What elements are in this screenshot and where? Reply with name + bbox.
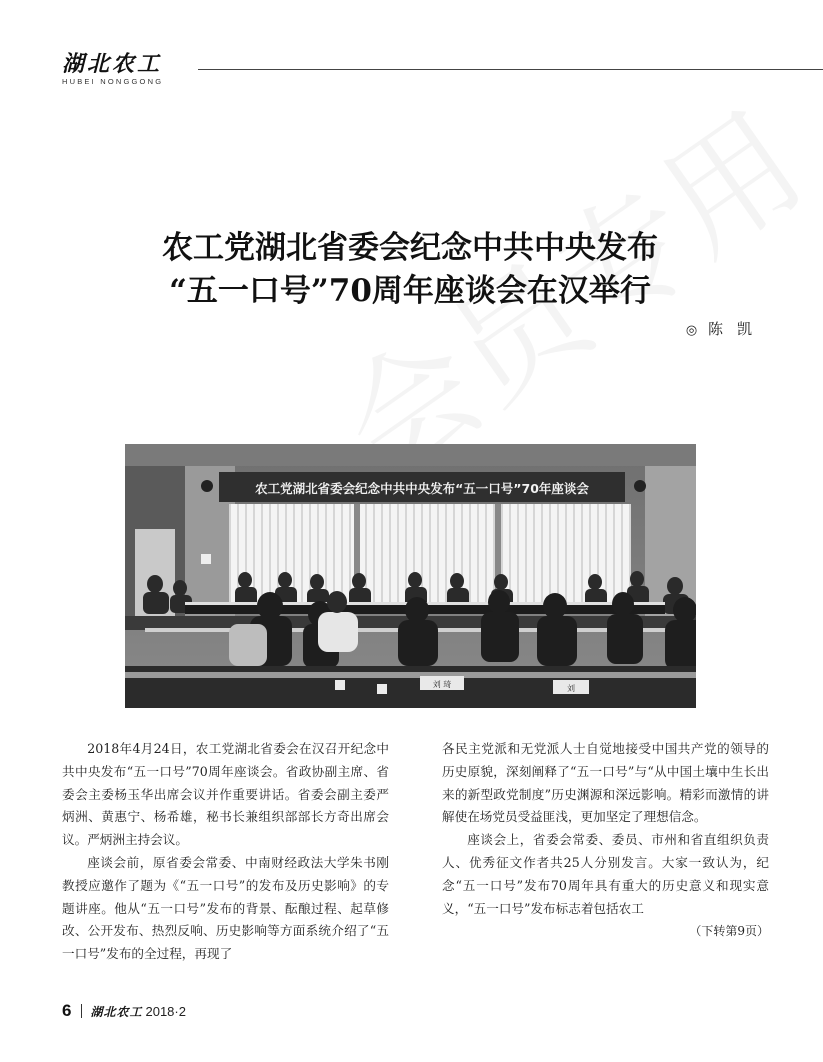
byline (686, 318, 766, 339)
masthead-subtitle: HUBEI NONGGONG (62, 77, 164, 86)
paragraph: 座谈会前，原省委会常委、中南财经政法大学朱书刚教授应邀作了题为《“五一口号”的发布及历史影响》的专题讲座。他从“五一口号”发布的背景、酝酿过程、起草修改、公开发布、热烈反响、历史影响等方面系统介绍了“五一口号”发布的全过程，再现了 (62, 854, 389, 962)
page-number: 6 (62, 1001, 72, 1020)
footer-issue: 2018·2 (145, 1003, 186, 1019)
placard-name-2: 刘 (567, 684, 575, 693)
masthead-title: 湖北农工 (62, 51, 163, 77)
author-name: 陈凯 (707, 320, 766, 338)
banner-text: 农工党湖北省委会纪念中共中央发布“五一口号”70年座谈会 (255, 481, 589, 496)
meeting-photo-illustration (125, 444, 696, 708)
paragraph: 各民主党派和无党派人士自觉地接受中国共产党的领导的历史原貌，深刻阐释了“五一口号”与“从中国土壤中生长出来的新型政党制度”历史渊源和深远影响。精彩而激情的讲解使在场党员受益匪浅，更加坚定了理想信念。 (442, 741, 769, 825)
page-footer (62, 1001, 186, 1021)
footer-divider (81, 1004, 82, 1018)
body-column-left (62, 738, 389, 966)
masthead (62, 52, 163, 86)
masthead-rule (198, 69, 823, 70)
footer-magazine-name: 湖北农工 (90, 1004, 143, 1019)
paragraph: 座谈会上，省委会常委、委员、市州和省直组织负责人、优秀征文作者共25人分别发言。大家一致认为，纪念“五一口号”发布70周年具有重大的历史意义和现实意义，“五一口号”发布标志着包括农工 (442, 832, 769, 916)
placard-name-1: 刘 琦 (432, 680, 452, 689)
body-column-right (442, 738, 769, 943)
article-title-line-1: 农工党湖北省委会纪念中共中央发布 (162, 230, 658, 266)
meeting-photo (125, 444, 696, 708)
article-title-line-2: “五一口号”70周年座谈会在汉举行 (169, 273, 651, 309)
paragraph: 2018年4月24日，农工党湖北省委会在汉召开纪念中共中央发布“五一口号”70周年座谈会。省政协副主席、省委会主委杨玉华出席会议并作重要讲话。省委会副主委严炳洲、黄惠宁、杨希雄，秘书长兼组织部部长方奇出席会议。严炳洲主持会议。 (62, 741, 389, 848)
continued-note: （下转第9页） (689, 924, 769, 939)
byline-marker: ◎ (685, 323, 699, 338)
